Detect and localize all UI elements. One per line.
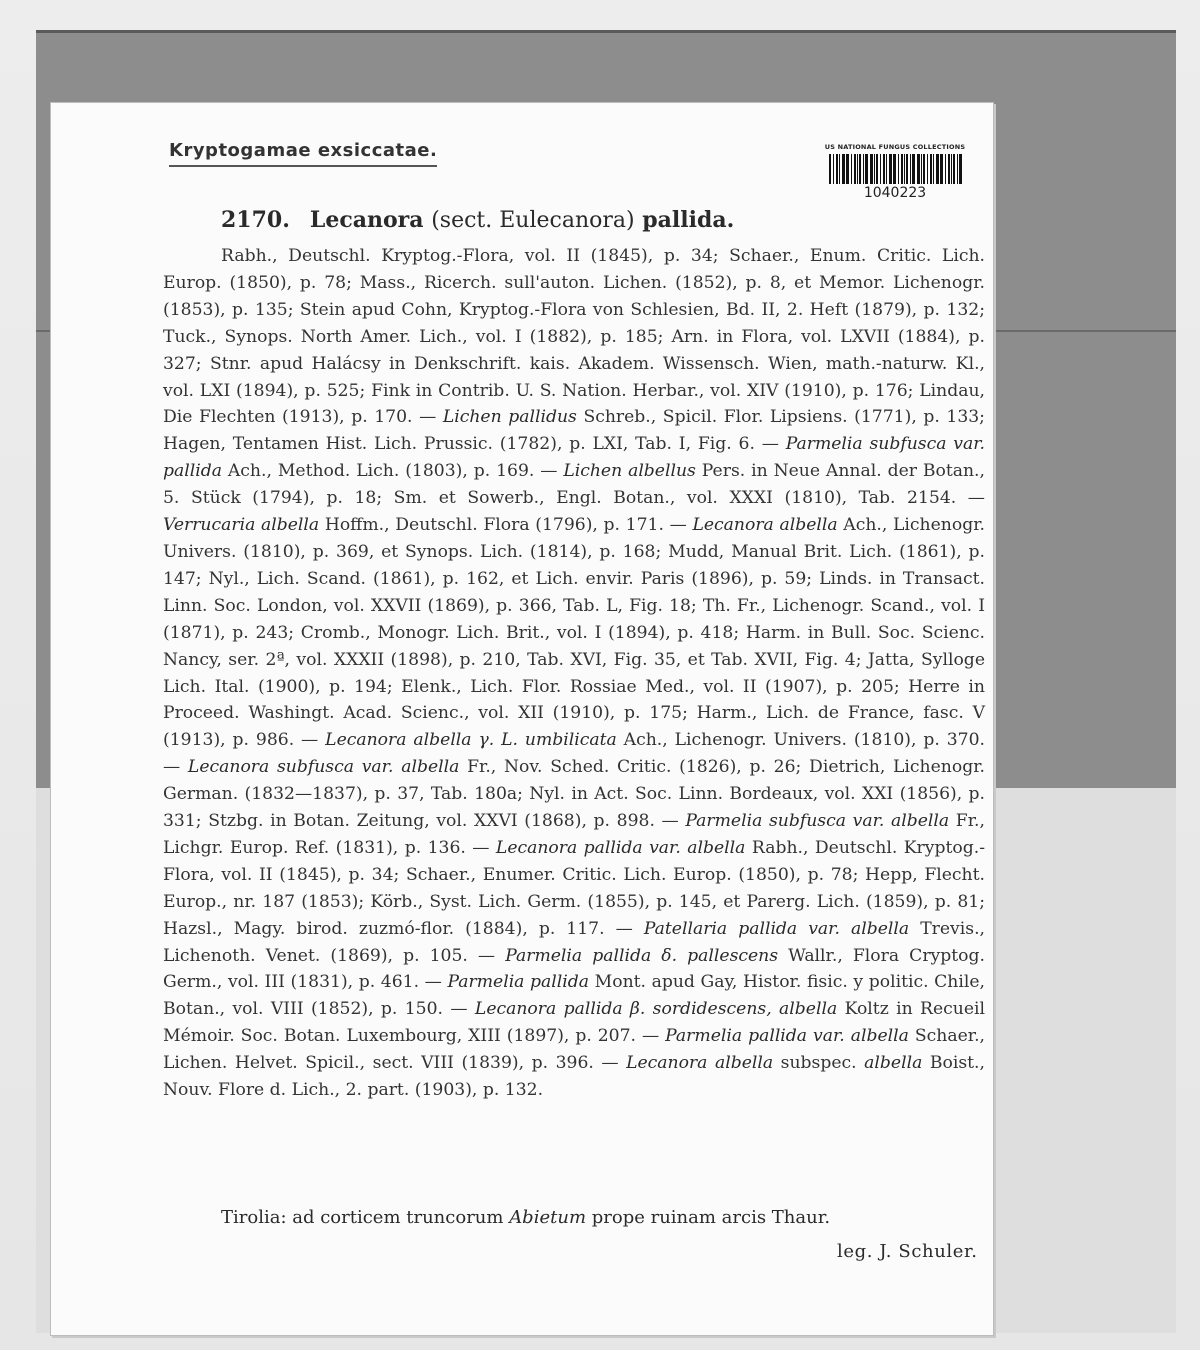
- barcode-bar: [910, 154, 911, 184]
- barcode-bar: [863, 154, 864, 184]
- citation-text: Rabh., Deutschl. Kryptog.-Flora, vol. II (1845), p. 34; Schaer., Enum. Critic. Lich. Europ. (1850), p. 78; Mass., Ricerch. sull'auton. Lichen. (1852), p. 8, et Memor. Lichenogr. (1853), p. 135; Stein apud Cohn, Kryptog.-Flora von Schlesien, Bd. II, 2. Heft (1879), p. 132; Tuck., Synops. North Amer. Lich., vol. I (1882), p. 185; Arn. in Flora, vol. LXVII (1884), p. 327; Stnr. apud Halácsy in Denkschrift. kais. Akadem. Wissensch. Wien, math.-naturw. Kl., vol. LXI (1894), p. 525; Fink in Contrib. U. S. Nation. Herbar., vol. XIV (1910), p. 176; Lindau, Die Flechten (1913), p. 170. —: [163, 246, 985, 428]
- citation-text: Schaer., Lichen. Helvet. Spicil., sect. VIII (1839), p. 396. —: [163, 1026, 985, 1074]
- citation-text: Koltz in Recueil Mémoir. Soc. Botan. Luxembourg, XIII (1897), p. 207. —: [163, 999, 985, 1047]
- barcode-bar: [933, 154, 934, 184]
- barcode-bar: [930, 154, 932, 184]
- exsiccata-label: [50, 102, 994, 1336]
- taxon-name: Lecanora subfusca var. albella: [187, 757, 460, 778]
- taxon-name: Verrucaria albella: [163, 515, 320, 536]
- barcode-bar: [857, 154, 858, 184]
- barcode-bar: [923, 154, 925, 184]
- citation-text: Ach., Lichenogr. Univers. (1810), p. 369, et Synops. Lich. (1814), p. 168; Mudd, Manual Brit. Lich. (1861), p. 147; Nyl., Lich. Scand. (1861), p. 162, et Lich. envir. Paris (1896), p. 59; Linds. in Transact. Linn. Soc. London, vol. XXVII (1869), p. 366, Tab. L, Fig. 18; Th. Fr., Lichenogr. Scand., vol. I (1871), p. 243; Cromb., Monogr. Lich. Brit., vol. I (1894), p. 418; Harm. in Bull. Soc. Scienc. Nancy, ser. 2ª, vol. XXXII (1898), p. 210, Tab. XVI, Fig. 35, et Tab. XVII, Fig. 4; Jatta, Sylloge Lich. Ital. (1900), p. 194; Elenk., Lich. Flor. Rossiae Med., vol. II (1907), p. 205; Herre in Proceed. Washingt. Acad. Scienc., vol. XII (1910), p. 175; Harm., Lich. de France, fasc. V (1913), p. 986. —: [163, 515, 985, 751]
- citation-text: Schreb., Spicil. Flor. Lipsiens. (1771), p. 133; Hagen, Tentamen Hist. Lich. Prussic. (1782), p. LXI, Tab. I, Fig. 6. —: [163, 407, 985, 455]
- barcode-bar: [936, 154, 939, 184]
- taxon-name: Parmelia pallida: [447, 972, 590, 993]
- citation-text: Pers. in Neue Annal. der Botan., 5. Stück (1794), p. 18; Sm. et Sowerb., Engl. Botan., vol. XXXI (1810), Tab. 2154. —: [163, 461, 985, 509]
- species-epithet: pallida.: [642, 207, 735, 233]
- citation-text: Wallr., Flora Cryptog. Germ., vol. III (1831), p. 461. —: [163, 945, 985, 993]
- locality-region: Tirolia:: [221, 1207, 287, 1228]
- barcode-bar: [883, 154, 885, 184]
- citation-text: subspec.: [773, 1053, 865, 1074]
- citation-text: Ach., Method. Lich. (1803), p. 169. —: [222, 461, 564, 482]
- taxon-name: Lecanora albella γ. L. umbilicata: [325, 730, 617, 751]
- barcode-sticker: [821, 143, 969, 207]
- barcode-bar: [945, 154, 946, 184]
- barcode-bar: [927, 154, 928, 184]
- taxon-name: Parmelia pallida δ. pallescens: [505, 945, 779, 966]
- barcode-bar: [842, 154, 845, 184]
- barcode-collection-name: US NATIONAL FUNGUS COLLECTIONS: [824, 143, 966, 151]
- barcode-bar: [870, 154, 873, 184]
- taxon-name: Lecanora pallida β. sordidescens, albella: [474, 999, 838, 1020]
- barcode-bar: [836, 154, 838, 184]
- barcode-bar: [874, 154, 875, 184]
- locality-line: [221, 1207, 830, 1228]
- host-name: Abietum: [509, 1207, 587, 1228]
- barcode-bar: [876, 154, 878, 184]
- citation-text: Boist., Nouv. Flore d. Lich., 2. part. (1903), p. 132.: [163, 1053, 985, 1101]
- barcode-bars: [828, 154, 962, 184]
- citation-text: Fr., Lichgr. Europ. Ref. (1831), p. 136. —: [163, 811, 985, 858]
- barcode-bar: [957, 154, 958, 184]
- taxon-name: Lecanora pallida var. albella: [495, 837, 746, 858]
- barcode-bar: [851, 154, 852, 184]
- series-label: Kryptogamae exsiccatae.: [169, 140, 437, 167]
- taxon-name: Lichen albellus: [563, 461, 696, 482]
- barcode-bar: [859, 154, 861, 184]
- citation-text: Hoffm., Deutschl. Flora (1796), p. 171. —: [319, 515, 693, 536]
- barcode-bar: [904, 154, 905, 184]
- barcode-bar: [951, 154, 952, 184]
- barcode-bar: [889, 154, 892, 184]
- taxon-name: Parmelia subfusca var. pallida: [163, 434, 986, 482]
- taxon-name: Lecanora albella: [692, 515, 838, 536]
- literature-citations: [163, 243, 985, 1104]
- barcode-bar: [829, 154, 831, 184]
- genus-name: Lecanora: [309, 207, 424, 233]
- citation-text: Rabh., Deutschl. Kryptog.-Flora, vol. II (1845), p. 34; Schaer., Enumer. Critic. Lich. Europ. (1850), p. 78; Hepp, Flecht. Europ., nr. 187 (1853); Körb., Syst. Lich. Germ. (1855), p. 145, et Parerg. Lich. (1859), p. 81; Hazsl., Magy. birod. zuzmó-flor. (1884), p. 117. —: [163, 837, 986, 939]
- collector-line: leg. J. Schuler.: [837, 1241, 978, 1262]
- taxon-name: Lichen pallidus: [442, 407, 577, 428]
- barcode-bar: [959, 154, 962, 184]
- citation-text: Mont. apud Gay, Histor. fisic. y politic. Chile, Botan., vol. VIII (1852), p. 150. —: [163, 972, 986, 1020]
- barcode-bar: [893, 154, 896, 184]
- locality-text-after: prope ruinam arcis Thaur.: [586, 1207, 831, 1228]
- locality-text-before: ad corticem truncorum: [286, 1207, 510, 1228]
- exsiccata-number: 2170.: [221, 207, 290, 233]
- taxon-name: Parmelia subfusca var. albella: [685, 811, 950, 832]
- citation-text: Ach., Lichenogr. Univers. (1810), p. 370. —: [163, 730, 985, 778]
- barcode-bar: [906, 154, 908, 184]
- barcode-bar: [846, 154, 849, 184]
- barcode-number: 1040223: [863, 185, 927, 201]
- taxon-name: albella: [864, 1053, 923, 1074]
- barcode-bar: [948, 154, 950, 184]
- barcode-bar: [953, 154, 955, 184]
- taxon-name: Parmelia pallida var. albella: [665, 1026, 909, 1047]
- barcode-bar: [865, 154, 868, 184]
- barcode-bar: [833, 154, 834, 184]
- barcode-bar: [880, 154, 881, 184]
- citation-text: Fr., Nov. Sched. Critic. (1826), p. 26; Dietrich, Lichenogr. German. (1832—1837), p. 37, Tab. 180a; Nyl. in Act. Soc. Linn. Bordeaux, vol. XXI (1856), p. 331; Stzbg. in Botan. Zeitung, vol. XXVI (1868), p. 898. —: [163, 757, 985, 832]
- barcode-bar: [917, 154, 920, 184]
- barcode-bar: [901, 154, 903, 184]
- taxon-name: Lecanora albella: [626, 1053, 774, 1074]
- barcode-bar: [886, 154, 887, 184]
- species-title: [221, 207, 734, 233]
- barcode-bar: [898, 154, 899, 184]
- barcode-bar: [940, 154, 943, 184]
- barcode-bar: [854, 154, 856, 184]
- barcode-bar: [921, 154, 922, 184]
- taxon-name: Patellaria pallida var. albella: [643, 918, 910, 939]
- citation-text: Trevis., Lichenoth. Venet. (1869), p. 105. —: [163, 918, 985, 966]
- barcode-bar: [839, 154, 840, 184]
- section-name: (sect. Eulecanora): [431, 208, 635, 233]
- barcode-bar: [912, 154, 915, 184]
